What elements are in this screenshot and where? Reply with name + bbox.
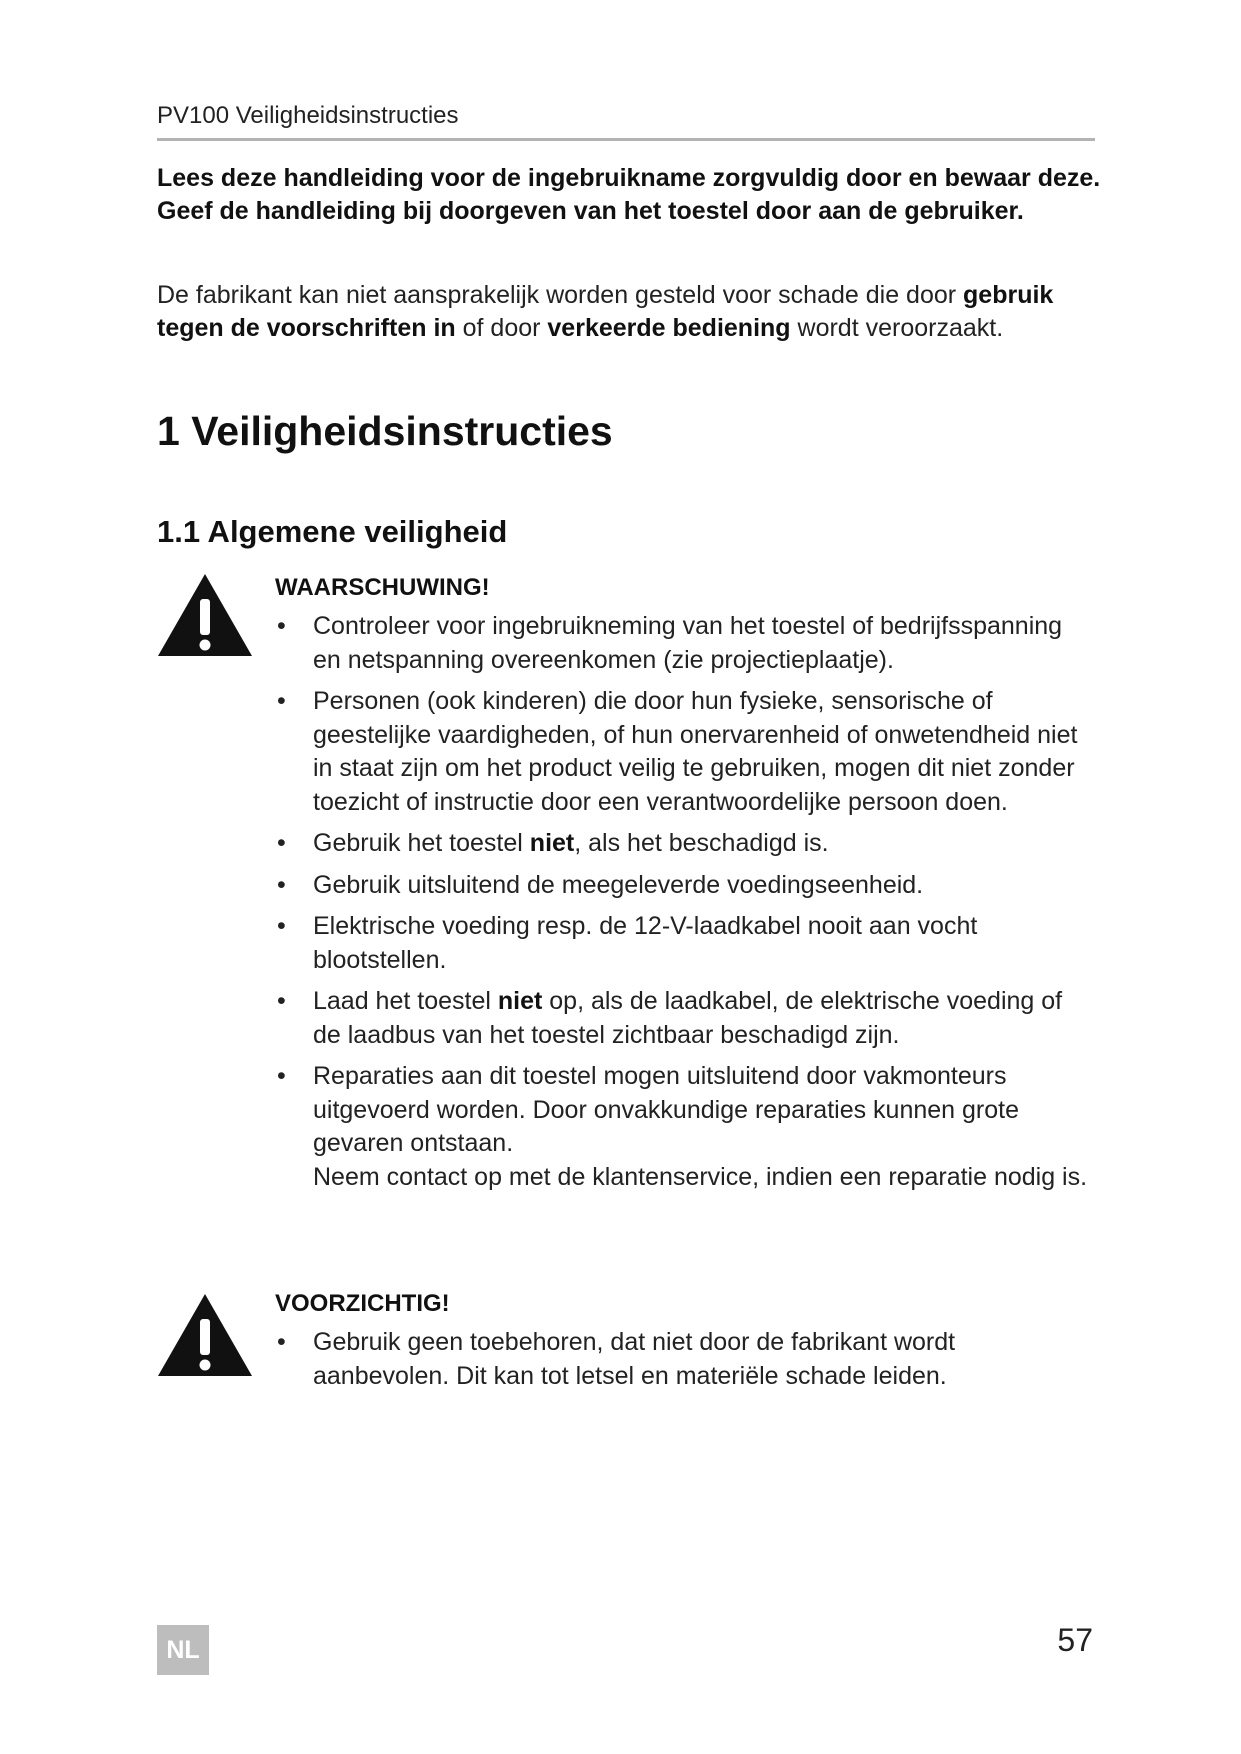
warning-triangle-icon [157, 572, 253, 658]
list-item-text: Controleer voor ingebruikneming van het toestel of bedrijfsspanning en netspanning overeenkomen (zie projectieplaatje). [313, 612, 1063, 674]
list-item-text: Elektrische voeding resp. de 12-V-laadkabel nooit aan vocht blootstellen. [313, 912, 978, 974]
subsection-title: 1.1 Algemene veiligheid [157, 514, 508, 549]
list-item [275, 685, 1095, 819]
caution-title: VOORZICHTIG! [275, 1290, 450, 1317]
intro-bold-1: gebruik tegen de voorschriften in [157, 281, 1054, 342]
list-item [275, 610, 1095, 677]
bullet: • [277, 687, 286, 715]
list-item [275, 827, 1095, 861]
bullet: • [277, 987, 286, 1015]
list-item-text: Gebruik het toestel [313, 829, 530, 857]
intro-text-2: of door [455, 314, 548, 342]
intro-bold-paragraph: Lees deze handleiding voor de ingebruikname zorgvuldig door en bewaar deze. Geef de handleiding bij doorgeven van het toestel door aan de gebruiker. [157, 164, 1101, 225]
list-item [275, 985, 1095, 1052]
list-item [275, 1060, 1095, 1194]
bullet: • [277, 870, 286, 899]
list-item-text: op, als de laadkabel, de elektrische voeding of de laadbus van het toestel zichtbaar beschadigd zijn. [313, 987, 1063, 1049]
bullet: • [277, 1328, 286, 1356]
warning-triangle-icon [157, 1292, 253, 1378]
page-header: PV100 Veiligheidsinstructies [157, 102, 1095, 141]
list-item-bold: niet [529, 829, 575, 857]
list-item [275, 1326, 1095, 1393]
intro-bold-2: verkeerde bediening [547, 314, 791, 342]
list-item-text: Laad het toestel [313, 987, 498, 1015]
list-item-extra-text: Neem contact op met de klantenservice, indien een reparatie nodig is. [313, 1162, 1088, 1191]
bullet: • [277, 612, 286, 640]
list-item-text: Gebruik geen toebehoren, dat niet door de fabrikant wordt aanbevolen. Dit kan tot letsel en materiële schade leiden. [313, 1328, 956, 1390]
list-item [275, 910, 1095, 977]
bullet: • [277, 829, 286, 857]
list-item [275, 869, 1095, 903]
intro-paragraph [157, 279, 1102, 345]
language-badge: NL [157, 1625, 209, 1675]
list-item-text: Gebruik uitsluitend de meegeleverde voedingseenheid. [313, 870, 924, 899]
bullet: • [277, 912, 286, 940]
page-number: 57 [1057, 1622, 1093, 1658]
list-item-text: , als het beschadigd is. [574, 829, 829, 857]
list-item-bold: niet [497, 987, 543, 1015]
list-item-text: Personen (ook kinderen) die door hun fysieke, sensorische of geestelijke vaardigheden, of hun onervarenheid of onwetendheid niet in staat zijn om het product veilig te gebruiken, mogen dit niet zonder toezicht of instructie door een verantwoordelijke persoon doen. [313, 687, 1078, 816]
intro-text-3: wordt veroorzaakt. [790, 314, 1004, 342]
caution-list [275, 1326, 1095, 1401]
list-item-text: Reparaties aan dit toestel mogen uitsluitend door vakmonteurs uitgevoerd worden. Door onvakkundige reparaties kunnen grote gevaren ontstaan. [313, 1062, 1020, 1157]
warning-title: WAARSCHUWING! [275, 574, 490, 601]
intro-text-1: De fabrikant kan niet aansprakelijk worden gesteld voor schade die door [157, 281, 964, 309]
section-title: 1 Veiligheidsinstructies [157, 408, 613, 454]
bullet: • [277, 1062, 286, 1090]
warning-list [275, 610, 1095, 1202]
